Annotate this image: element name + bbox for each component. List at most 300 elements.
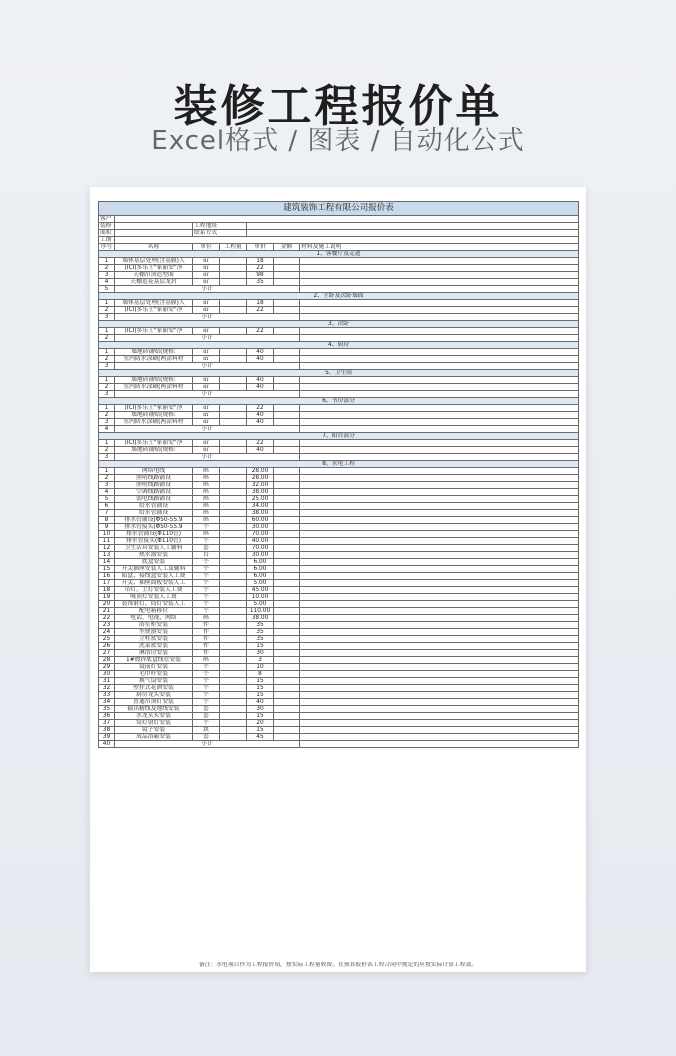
item-unit: m	[193, 496, 220, 503]
item-notes	[300, 489, 579, 496]
table-row	[99, 517, 579, 524]
subtotal-label: 小计	[115, 426, 300, 433]
item-qty	[220, 447, 247, 454]
item-price: 15	[247, 685, 274, 692]
item-amount	[274, 517, 300, 524]
item-name: 开关插座安装人工及辅料	[115, 566, 193, 573]
table-row	[99, 510, 579, 517]
item-notes	[300, 300, 579, 307]
row-number: 2	[99, 307, 115, 314]
item-notes	[300, 468, 579, 475]
item-amount	[274, 300, 300, 307]
row-number: 38	[99, 727, 115, 734]
item-name: 1#镀锌底盒线管安装	[115, 657, 193, 664]
item-amount	[274, 552, 300, 559]
col-header-name: 名称	[115, 244, 193, 251]
item-unit: 个	[193, 685, 220, 692]
item-unit: 个	[193, 580, 220, 587]
item-name: 输出精线及地线安装	[115, 706, 193, 713]
item-amount	[274, 468, 300, 475]
item-notes	[300, 279, 579, 286]
section-header-row	[99, 370, 579, 377]
row-number: 35	[99, 706, 115, 713]
item-name: 卫生洁具安装人工辅料	[115, 545, 193, 552]
item-name: 浴室柜安装	[115, 622, 193, 629]
item-price: 32.00	[247, 482, 274, 489]
item-amount	[274, 559, 300, 566]
item-amount	[274, 608, 300, 615]
item-name: 墙地砖铺贴(规格:	[115, 412, 193, 419]
item-amount	[274, 307, 300, 314]
item-price: 110.00	[247, 608, 274, 615]
item-amount	[274, 622, 300, 629]
row-number: 3	[99, 454, 115, 461]
item-name: 排水管铺设(Φ110管)	[115, 531, 193, 538]
item-qty	[220, 608, 247, 615]
item-notes	[300, 524, 579, 531]
item-amount	[274, 636, 300, 643]
col-header-notes: 材料及施工说明	[300, 244, 579, 251]
table-row	[99, 629, 579, 636]
item-notes	[300, 517, 579, 524]
item-notes	[300, 356, 579, 363]
item-notes	[300, 643, 579, 650]
item-amount	[274, 265, 300, 272]
row-number: 36	[99, 713, 115, 720]
table-row	[99, 419, 579, 426]
item-notes	[300, 699, 579, 706]
item-notes	[300, 328, 579, 335]
table-row	[99, 265, 579, 272]
subtotal-label: 小计	[115, 286, 300, 293]
item-price: 15	[247, 692, 274, 699]
item-unit: ㎡	[193, 349, 220, 356]
row-number: 14	[99, 559, 115, 566]
row-number: 2	[99, 447, 115, 454]
item-unit: 个	[193, 587, 220, 594]
subtotal-label: 小计	[115, 314, 300, 321]
item-qty	[220, 356, 247, 363]
subtotal-label: 小计	[115, 454, 300, 461]
table-row	[99, 622, 579, 629]
row-number: 1	[99, 300, 115, 307]
item-unit: ㎡	[193, 440, 220, 447]
item-unit: m	[193, 615, 220, 622]
item-name: 排水管接头(Φ110管)	[115, 538, 193, 545]
table-row	[99, 258, 579, 265]
item-notes	[300, 258, 579, 265]
item-price: 15	[247, 643, 274, 650]
table-row	[99, 615, 579, 622]
table-row	[99, 531, 579, 538]
row-number: 1	[99, 377, 115, 384]
item-unit: ㎡	[193, 384, 220, 391]
item-amount	[274, 482, 300, 489]
row-number: 2	[99, 475, 115, 482]
table-row	[99, 496, 579, 503]
item-amount	[274, 272, 300, 279]
item-notes	[300, 377, 579, 384]
item-unit: 件	[193, 629, 220, 636]
row-number: 18	[99, 587, 115, 594]
item-unit: 套	[193, 545, 220, 552]
item-name: 筒灯射灯安装	[115, 720, 193, 727]
item-qty	[220, 587, 247, 594]
item-notes	[300, 594, 579, 601]
subtotal-label: 小计	[115, 363, 300, 370]
item-qty	[220, 573, 247, 580]
row-number: 21	[99, 608, 115, 615]
item-unit: m	[193, 517, 220, 524]
item-price: 40	[247, 419, 274, 426]
item-amount	[274, 524, 300, 531]
subtotal-notes	[300, 314, 579, 321]
item-price: 30	[247, 650, 274, 657]
item-price: 22	[247, 265, 274, 272]
item-name: 水龙头头安装	[115, 713, 193, 720]
row-number: 2	[99, 356, 115, 363]
row-number: 26	[99, 643, 115, 650]
item-notes	[300, 573, 579, 580]
row-number: 2	[99, 384, 115, 391]
table-row	[99, 538, 579, 545]
item-qty	[220, 405, 247, 412]
item-amount	[274, 510, 300, 517]
item-amount	[274, 440, 300, 447]
item-notes	[300, 272, 579, 279]
item-unit: ㎡	[193, 419, 220, 426]
item-name: 毛巾杆安装	[115, 671, 193, 678]
table-row	[99, 440, 579, 447]
item-price: 40	[247, 349, 274, 356]
item-amount	[274, 657, 300, 664]
item-unit: 个	[193, 692, 220, 699]
item-notes	[300, 545, 579, 552]
item-qty	[220, 468, 247, 475]
item-price: 40.00	[247, 538, 274, 545]
item-amount	[274, 489, 300, 496]
item-qty	[220, 650, 247, 657]
page-subtitle: Excel格式 / 图表 / 自动化公式	[151, 126, 525, 156]
item-notes	[300, 650, 579, 657]
section-header-row	[99, 398, 579, 405]
row-number: 9	[99, 524, 115, 531]
item-notes	[300, 475, 579, 482]
row-number: 1	[99, 349, 115, 356]
subtotal-row	[99, 426, 579, 433]
item-price: 22	[247, 405, 274, 412]
item-price: 35	[247, 629, 274, 636]
table-row	[99, 482, 579, 489]
table-row	[99, 720, 579, 727]
item-unit: 个	[193, 671, 220, 678]
item-qty	[220, 496, 247, 503]
item-notes	[300, 538, 579, 545]
item-notes	[300, 734, 579, 741]
item-notes	[300, 503, 579, 510]
item-unit: ㎡	[193, 356, 220, 363]
item-price: 6.00	[247, 566, 274, 573]
item-notes	[300, 608, 579, 615]
table-row	[99, 678, 579, 685]
item-qty	[220, 671, 247, 678]
item-unit: 件	[193, 643, 220, 650]
item-price: 30	[247, 706, 274, 713]
item-qty	[220, 685, 247, 692]
table-row	[99, 636, 579, 643]
item-notes	[300, 307, 579, 314]
item-notes	[300, 685, 579, 692]
item-qty	[220, 279, 247, 286]
row-number: 12	[99, 545, 115, 552]
section-title: 7、阳台部分	[99, 433, 579, 440]
item-name: 照明线路铺设	[115, 475, 193, 482]
item-price: 38.00	[247, 510, 274, 517]
item-unit: 个	[193, 524, 220, 531]
table-row	[99, 524, 579, 531]
footer-note: 备注：水电项目作为工程报价项，按实际工程量收费。在预算报价表工程合同中规定的应按实际计算工程款。	[198, 962, 478, 968]
section-title: 6、书房部分	[99, 398, 579, 405]
table-row	[99, 587, 579, 594]
item-notes	[300, 587, 579, 594]
item-amount	[274, 538, 300, 545]
table-row	[99, 643, 579, 650]
item-qty	[220, 622, 247, 629]
item-name: 立柱盆安装	[115, 636, 193, 643]
table-row	[99, 384, 579, 391]
spreadsheet-preview	[90, 187, 586, 972]
row-number: 15	[99, 566, 115, 573]
item-name: 装饰射灯、筒灯安装人工	[115, 601, 193, 608]
item-unit: ㎡	[193, 307, 220, 314]
item-qty	[220, 300, 247, 307]
item-price: 8	[247, 671, 274, 678]
item-price: 38.00	[247, 489, 274, 496]
item-unit: 件	[193, 650, 220, 657]
row-number: 3	[99, 363, 115, 370]
subtotal-row	[99, 741, 579, 748]
subtotal-label: 小计	[115, 741, 300, 748]
row-number: 3	[99, 314, 115, 321]
row-number: 6	[99, 503, 115, 510]
item-qty	[220, 699, 247, 706]
row-number: 20	[99, 601, 115, 608]
table-row	[99, 552, 579, 559]
item-price: 40	[247, 412, 274, 419]
item-unit: m	[193, 657, 220, 664]
table-row	[99, 405, 579, 412]
item-qty	[220, 734, 247, 741]
item-name: (ICI)多乐士"家丽安"净	[115, 265, 193, 272]
item-name: 成品浴霸安装	[115, 734, 193, 741]
item-qty	[220, 482, 247, 489]
item-name: 淋浴房安装	[115, 650, 193, 657]
item-price: 40	[247, 699, 274, 706]
area-label: 面积	[99, 230, 115, 237]
item-amount	[274, 447, 300, 454]
item-name: 天棚造花基层龙封	[115, 279, 193, 286]
item-qty	[220, 559, 247, 566]
item-qty	[220, 566, 247, 573]
item-amount	[274, 587, 300, 594]
item-price: 45.00	[247, 587, 274, 594]
item-name: 室内防水涂刷(两涂料材	[115, 356, 193, 363]
item-price: 18	[247, 258, 274, 265]
item-notes	[300, 664, 579, 671]
item-name: 给水管铺设	[115, 503, 193, 510]
item-name: 壁挂式花洒安装	[115, 685, 193, 692]
item-qty	[220, 349, 247, 356]
item-notes	[300, 349, 579, 356]
section-header-row	[99, 321, 579, 328]
section-title: 5、卫生间	[99, 370, 579, 377]
item-notes	[300, 629, 579, 636]
table-row	[99, 594, 579, 601]
item-amount	[274, 699, 300, 706]
item-unit: m	[193, 510, 220, 517]
item-qty	[220, 692, 247, 699]
item-amount	[274, 643, 300, 650]
item-unit: 个	[193, 566, 220, 573]
item-notes	[300, 559, 579, 566]
item-notes	[300, 615, 579, 622]
item-notes	[300, 692, 579, 699]
item-amount	[274, 580, 300, 587]
item-name: 天棚吊顶造型面	[115, 272, 193, 279]
item-name: 吊灯、主灯安装人工费	[115, 587, 193, 594]
table-row	[99, 573, 579, 580]
item-name: 照明线路铺设	[115, 482, 193, 489]
table-row	[99, 545, 579, 552]
item-price: 10.00	[247, 594, 274, 601]
item-notes	[300, 713, 579, 720]
item-amount	[274, 412, 300, 419]
row-number: 31	[99, 678, 115, 685]
item-unit: 件	[193, 636, 220, 643]
item-price: 70.00	[247, 545, 274, 552]
subtotal-notes	[300, 426, 579, 433]
item-price: 15	[247, 727, 274, 734]
item-price: 40	[247, 356, 274, 363]
subtotal-notes	[300, 335, 579, 342]
item-price: 18	[247, 300, 274, 307]
item-notes	[300, 706, 579, 713]
subtotal-row	[99, 335, 579, 342]
item-qty	[220, 412, 247, 419]
address-label: 装修	[99, 223, 115, 230]
row-number: 40	[99, 741, 115, 748]
item-qty	[220, 475, 247, 482]
row-number: 1	[99, 258, 115, 265]
item-unit: ㎡	[193, 405, 220, 412]
item-price: 5.00	[247, 580, 274, 587]
item-notes	[300, 531, 579, 538]
item-name: (ICI)多乐士"家丽安"净	[115, 405, 193, 412]
item-unit: ㎡	[193, 265, 220, 272]
item-price: 22	[247, 328, 274, 335]
subtotal-notes	[300, 286, 579, 293]
item-amount	[274, 356, 300, 363]
item-amount	[274, 258, 300, 265]
item-qty	[220, 538, 247, 545]
row-number: 16	[99, 573, 115, 580]
table-row	[99, 713, 579, 720]
row-number: 17	[99, 580, 115, 587]
item-price: 22	[247, 307, 274, 314]
item-qty	[220, 706, 247, 713]
item-unit: 套	[193, 706, 220, 713]
table-row	[99, 650, 579, 657]
section-header-row	[99, 433, 579, 440]
item-amount	[274, 475, 300, 482]
item-qty	[220, 503, 247, 510]
row-number: 19	[99, 594, 115, 601]
item-qty	[220, 727, 247, 734]
row-number: 5	[99, 286, 115, 293]
item-qty	[220, 615, 247, 622]
item-qty	[220, 629, 247, 636]
item-amount	[274, 545, 300, 552]
item-amount	[274, 629, 300, 636]
item-unit: m	[193, 468, 220, 475]
table-row	[99, 356, 579, 363]
subtotal-row	[99, 391, 579, 398]
item-notes	[300, 636, 579, 643]
table-row	[99, 692, 579, 699]
item-name: 给水管铺设	[115, 510, 193, 517]
item-name: 墙地砖铺贴(规格:	[115, 349, 193, 356]
item-price: 45	[247, 734, 274, 741]
item-name: 墙地砖铺贴(规格:	[115, 377, 193, 384]
item-unit: ㎡	[193, 412, 220, 419]
table-row	[99, 734, 579, 741]
item-unit: m	[193, 475, 220, 482]
project-address-label: 工程地址	[193, 223, 247, 230]
section-title: 2、主卧及次卧墙面	[99, 293, 579, 300]
item-unit: 个	[193, 573, 220, 580]
row-number: 28	[99, 657, 115, 664]
row-number: 29	[99, 664, 115, 671]
item-price: 20	[247, 720, 274, 727]
table-row	[99, 279, 579, 286]
row-number: 4	[99, 279, 115, 286]
table-row	[99, 601, 579, 608]
period-label: 工期	[99, 237, 115, 244]
item-unit: 块	[193, 727, 220, 734]
item-name: 排水管铺设(Φ50-55.9	[115, 517, 193, 524]
item-amount	[274, 496, 300, 503]
item-qty	[220, 664, 247, 671]
item-name: 排水管接头(Φ50-55.9	[115, 524, 193, 531]
row-number: 32	[99, 685, 115, 692]
item-price: 28.00	[247, 475, 274, 482]
section-title: 3、次卧	[99, 321, 579, 328]
item-name: 开关、插座面板安装人工	[115, 580, 193, 587]
item-qty	[220, 678, 247, 685]
item-qty	[220, 265, 247, 272]
item-name: (ICI)多乐士"家丽安"净	[115, 440, 193, 447]
item-notes	[300, 678, 579, 685]
section-title: 8、水电工程	[99, 461, 579, 468]
table-row	[99, 664, 579, 671]
item-name: (ICI)多乐士"家丽安"净	[115, 328, 193, 335]
row-number: 33	[99, 692, 115, 699]
item-unit: 个	[193, 699, 220, 706]
item-notes	[300, 412, 579, 419]
item-qty	[220, 545, 247, 552]
item-amount	[274, 377, 300, 384]
item-name: 洗菜盆安装	[115, 643, 193, 650]
